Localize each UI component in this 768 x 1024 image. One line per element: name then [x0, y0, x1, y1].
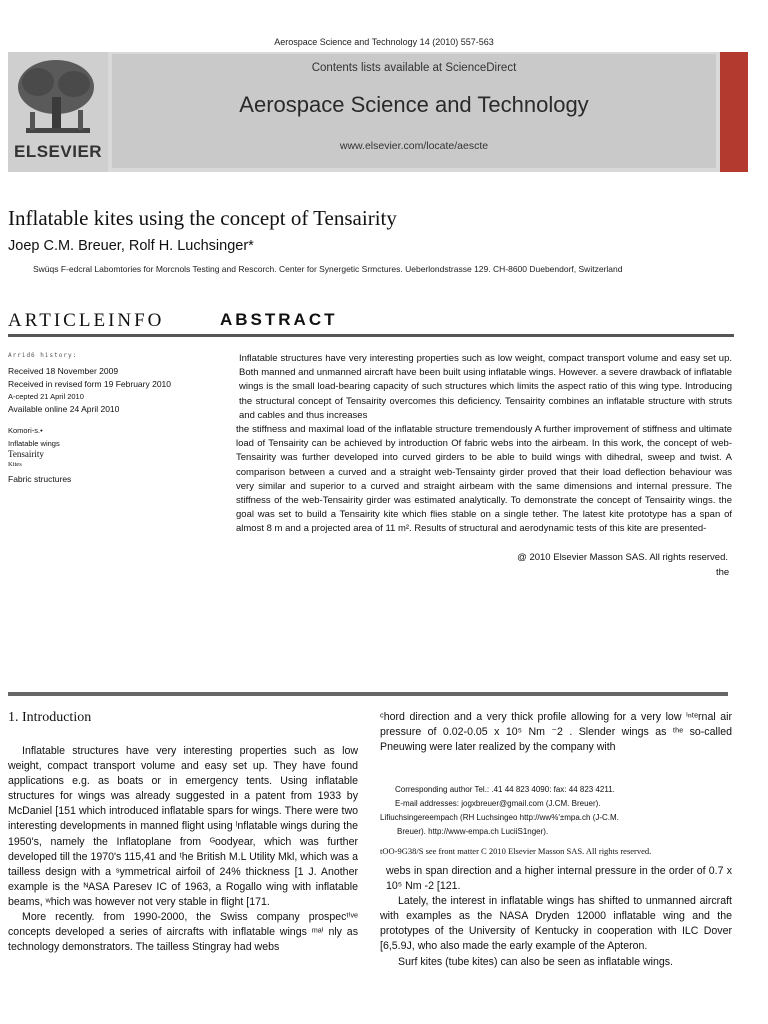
body-paragraph: More recently. from 1990-2000, the Swiss company prospecᵗⁱᵛᵉ concepts developed a series of aircrafts with inflatable wings ᵐᵃⁱ nly as technology demonstrators. The tailless Stingray had webs — [8, 911, 358, 954]
body-paragraph: Inflatable structures have very interesting properties such as low weight, compact transport volume and easy set up. They have found applications e.g. as boats or in emergency tents. Using inflatable structures for wings was already suggested in a patent from 1933 by McDaniel [151 which introduced inflatable spars for wings. There were two interesting developments in manned flight using ˡnflatable wings during the 1950's, namely the Inflatoplane from ᴳoodyear, which was further developed till the 1970's 115,41 and ᵗhe British M.L Utility Mkl, which was a tailless design with a ˢymmetrical airfoil of 24% thickness [1 J. Another example is the ᴺASA Paresev IC of 1963, a Rogallo wing with inflatable beams, ʷhich was however not very stable in flight [171. — [8, 745, 359, 908]
abstract-copyright: @ 2010 Elsevier Masson SAS. All rights reserved. — [517, 552, 728, 563]
front-matter-line: tOO-9G38/S see front matter C 2010 Elsevier Masson SAS. All rights reserved. — [380, 846, 652, 856]
footnote-author: Corresponding author Tel.: .41 44 823 4090: fax: 44 823 4211. — [395, 785, 615, 794]
abstract-paragraph: Inflatable structures have very interesting properties such as low weight, compact transport volume and easy set up. Both manned and unmanned aircraft have been built using inflatable wings. However. a severe drawback of inflatable wings is the small load-bearing capacity of such structures which limits the aspect ratio of this wing type. Introducing the structural concept of Tensairity overcomes this deficiency. Tensairity combines an inflatable structure with struts and cables and thus increases — [239, 353, 732, 421]
keyword-item: Fabric structures — [8, 474, 72, 484]
intro-right-column-top — [380, 710, 732, 755]
stray-text: the — [716, 567, 730, 578]
tree-icon — [8, 52, 108, 142]
section-divider — [8, 334, 734, 337]
article-info-heading: ARTICLEINFO — [8, 310, 165, 331]
journal-banner — [8, 52, 748, 172]
history-label: Arrid6 history: — [8, 352, 78, 359]
journal-citation: Aerospace Science and Technology 14 (2010) 557-563 — [274, 37, 494, 47]
author-affiliation: Swüqs F-edcral Labomtories for Morcnols Testing and Rescorch. Center for Synergetic Srmctures. Ueberlondstrasse 129. CH-8600 Duebendorf, Switzerland — [33, 264, 623, 274]
section-divider — [8, 692, 728, 696]
history-received: Received 18 November 2009 — [8, 366, 119, 376]
body-paragraph: ᶜhord direction and a very thick profile allowing for a very low ⁱⁿᵗᵉrnal air pressure of 0.02-0.05 x 10⁵ Nm ⁻2 . Slender wings as ᵗʰᵉ so-called Pneuwing were later realized by the company with — [380, 711, 732, 754]
paper-authors: Joep C.M. Breuer, Rolf H. Luchsinger* — [8, 238, 254, 254]
body-paragraph: Lately, the interest in inflatable wings has shifted to unmanned aircraft with examples as the NASA Dryden 12000 inflatable wing and the prototypes of the University of Kentucky in cooperation with ILC Dover [6,5.9J, who also made the early example of the Apteron. — [380, 895, 732, 953]
paper-title: Inflatable kites using the concept of Tensairity — [8, 206, 397, 230]
body-paragraph: webs in span direction and a higher internal pressure in the order of 0.7 x 10⁵ Nm -2 [121. — [386, 865, 732, 893]
footnotes — [380, 783, 732, 839]
history-online: Available online 24 April 2010 — [8, 404, 120, 414]
footnote-email-cont: Lifiuchsingereempach (RH Luchsingeo http://ww%'±mpa.ch (J-C.M. — [380, 813, 619, 822]
journal-cover-thumbnail — [720, 52, 748, 172]
intro-left-column — [8, 744, 358, 955]
banner-journal-url: www.elsevier.com/locate/aescte — [339, 140, 489, 152]
abstract-heading: ABSTRACT — [220, 310, 338, 329]
keyword-item: Tensairity — [8, 449, 44, 459]
elsevier-logo — [8, 52, 108, 172]
abstract-body — [236, 352, 732, 537]
banner-journal-title: Aerospace Science and Technology — [239, 92, 589, 117]
history-revised: Received in revised form 19 February 2010 — [8, 379, 171, 389]
footnote-email-cont: Breuer). http://www-empa.ch LuciiS1nger). — [397, 827, 549, 836]
keyword-item: Inflatable wings — [8, 439, 60, 448]
footnote-email: E-mail addresses: jogxbreuer@gmail.com (J.CM. Breuer). — [395, 799, 601, 808]
body-paragraph: Surf kites (tube kites) can also be seen as inflatable wings. — [398, 955, 673, 968]
introduction-heading: 1. Introduction — [8, 710, 92, 725]
publisher-name: ELSEVIER — [14, 142, 103, 161]
history-accepted: A-cepted 21 April 2010 — [8, 392, 84, 401]
intro-right-column-bottom — [380, 864, 732, 970]
keyword-item: Kites — [8, 461, 22, 468]
banner-center — [112, 54, 716, 168]
contents-available-line: Contents lists available at ScienceDirect — [311, 62, 517, 74]
keywords-label: Komori-s.• — [8, 426, 43, 435]
abstract-paragraph: the stiffness and maximal load of the inflatable structure tremendously A further improvement of stiffness and ultimate load of Tensairity can be achieved by introduction Of fabric webs into the airbeam. In this work, the concept of web-Tensairity was further developed into curved girders to be able to build wings with dihedral, sweep and twist. A comparison between a curved and a straight web-Tensainty girder proved that their load deflection behaviour was very similar and superior to a curved and straight airbeam with the same dimensions and internal pressure. The stiffness of the web-Tensairity girder was estimated analytically. To demonstrate the concept of Tensairity wings. the goal was set to build a Tensairity kite which flies stable on a single tether. The latest kite prototype has a span of almost 8 m and a projected area of 11 m². Results of structural and aerodynamic tests of this kite are presented- — [236, 424, 732, 535]
